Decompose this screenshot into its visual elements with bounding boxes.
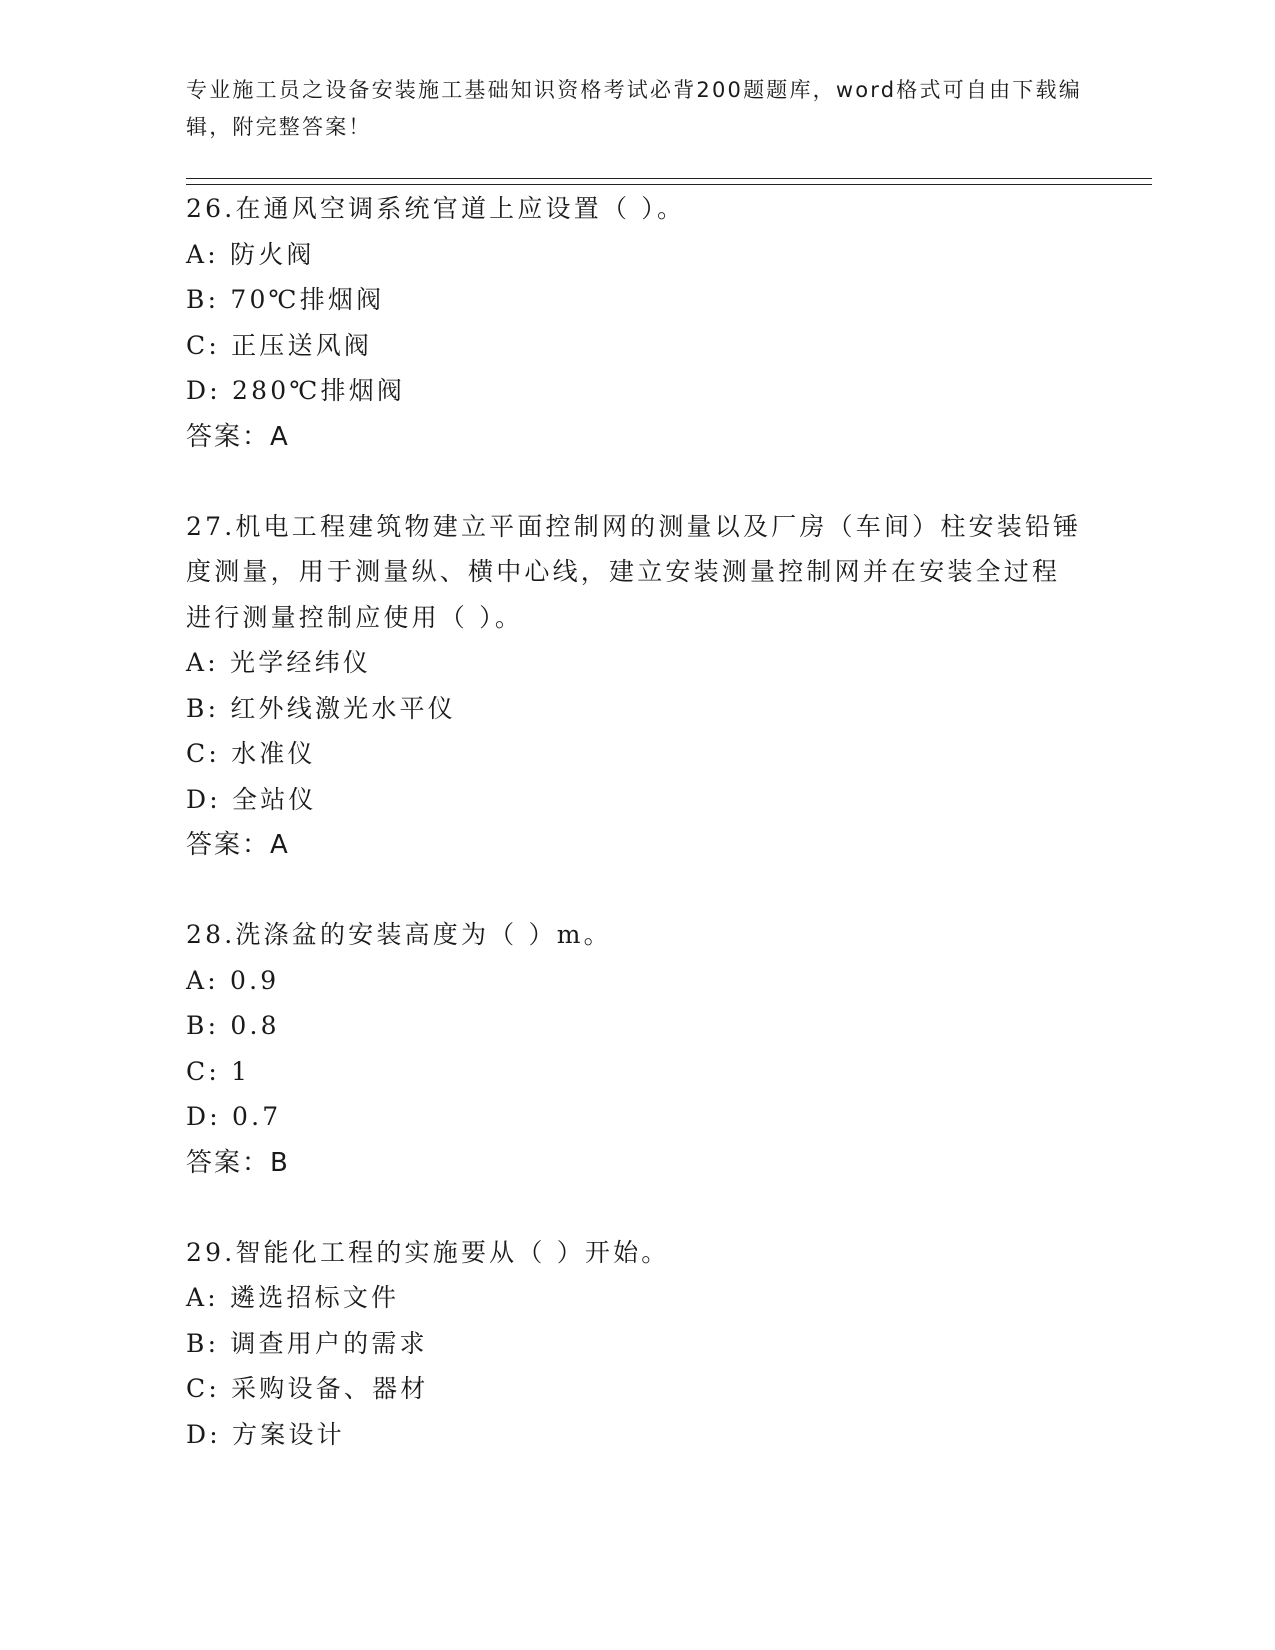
question-stem: 28.洗涤盆的安装高度为（ ）m。 [186, 920, 612, 949]
question-stem: 26.在通风空调系统官道上应设置（ ）。 [186, 194, 686, 223]
question-29 [186, 1230, 1146, 1458]
option-b: B: 70℃排烟阀 [186, 285, 385, 314]
option-d: D: 方案设计 [186, 1419, 345, 1449]
option-b: B: 红外线激光水平仪 [186, 693, 456, 723]
option-a: A: 遴选招标文件 [186, 1283, 400, 1312]
option-b: B: 0.8 [186, 1011, 280, 1040]
question-28 [186, 912, 1146, 1186]
header-rule-bottom [186, 184, 1152, 185]
option-a: A: 0.9 [186, 965, 280, 995]
question-27 [186, 504, 1146, 869]
question-stem: 27.机电工程建筑物建立平面控制网的测量以及厂房（车间）柱安装铅锤度测量，用于测量纵、横中心线，建立安装测量控制网并在安装全过程进行测量控制应使用（ ）。 [186, 511, 1082, 632]
option-a: A: 光学经纬仪 [186, 648, 372, 677]
question-26 [186, 186, 1146, 460]
answer: 答案：B [186, 1147, 290, 1178]
option-d: D: 全站仪 [186, 784, 317, 814]
header-rule-top [186, 178, 1152, 179]
answer: 答案：A [186, 421, 290, 452]
option-a: A: 防火阀 [186, 239, 315, 269]
option-c: C: 水准仪 [186, 739, 316, 768]
answer: 答案：A [186, 830, 290, 860]
question-list [186, 186, 1146, 1457]
document-header: 专业施工员之设备安装施工基础知识资格考试必背200题题库，word格式可自由下载编辑，附完整答案！ [186, 78, 1082, 139]
option-c: C: 1 [186, 1056, 251, 1086]
option-d: D: 280℃排烟阀 [186, 376, 406, 405]
option-d: D: 0.7 [186, 1102, 282, 1131]
question-stem: 29.智能化工程的实施要从（ ）开始。 [186, 1237, 670, 1267]
option-b: B: 调查用户的需求 [186, 1328, 428, 1358]
option-c: C: 正压送风阀 [186, 330, 373, 360]
option-c: C: 采购设备、器材 [186, 1374, 429, 1403]
